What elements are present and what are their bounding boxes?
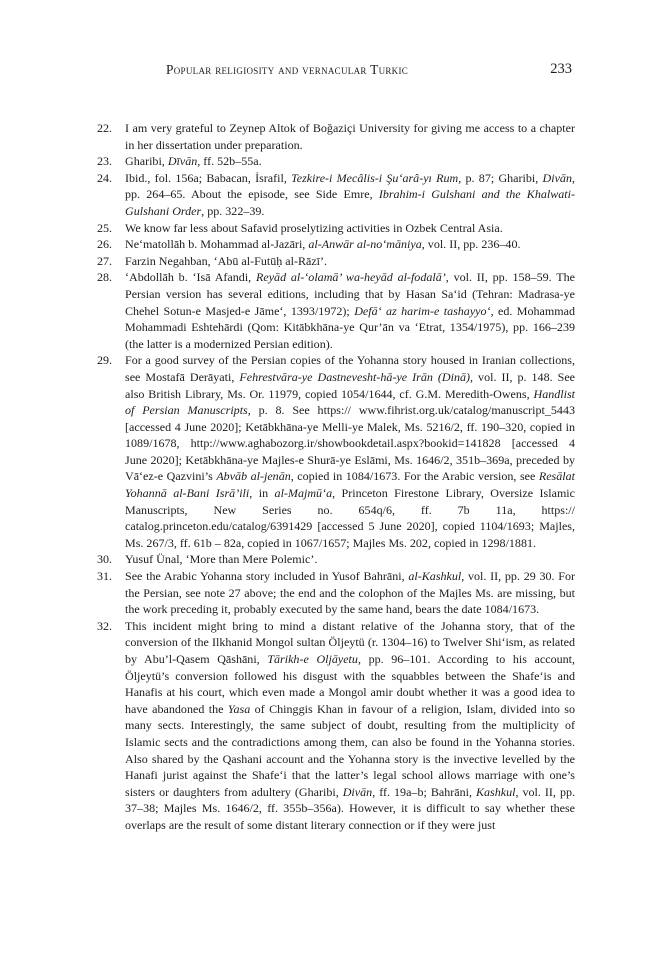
endnote-title-italic: Handlist of Persian Manuscripts <box>125 386 575 418</box>
endnote <box>97 551 575 568</box>
endnote-text <box>125 568 575 618</box>
endnote-text-segment: of Chinggis Khan in favour of a religion, Islam, divided into so many sects. Interestingly, the same subject of doubt, resulting from the multiplicity of Islamic sects and the contradictions among them, can also be found in the Yohanna stories. Also shared by the Qashani account and the Yohanna story is the invective levelled by the Hanafi jurist against the Shafe‘i that the latter’s legal school allows marriage with one’s sisters or daughters from adultery (Gharibi, <box>125 701 575 799</box>
endnotes-list <box>97 120 575 834</box>
endnote-text-segment: , vol. II, pp. 37–38; Majles Ms. 1646/2, ff. 355b–356a). However, it is difficult to say whether these overlaps are the result of some distant literary connection or if they were just <box>125 784 576 832</box>
endnote <box>97 236 575 253</box>
endnote-title-italic: Yasa <box>227 701 251 716</box>
endnote-text-segment: Yusuf Ünal, ‘More than Mere Polemic’. <box>125 552 318 567</box>
endnote-title-italic: Dīvān <box>167 154 198 169</box>
endnote <box>97 352 575 551</box>
endnote-title-italic: Divān <box>342 784 373 799</box>
endnote-text-segment: Gharibi, <box>125 154 168 169</box>
endnote <box>97 170 575 220</box>
endnote-number: 32. <box>97 618 113 633</box>
endnote-title-italic: Defā‘ az harim-e tashayyo‘ <box>354 303 491 318</box>
endnote-title-italic: al-Majmū‘a <box>274 486 333 501</box>
endnote-text-segment: , copied in 1084/1673. For the Arabic version, see <box>290 469 539 484</box>
endnote <box>97 120 575 153</box>
endnote-text-segment: , vol. II, pp. 29 30. For the Persian, see note 27 above; the end and the colophon of the Majles Ms. are missing, but the work preceding it, probably executed by the same hand, bears the date 1084/1673. <box>125 569 575 617</box>
endnote-text-segment: I am very grateful to Zeynep Altok of Boğaziçi University for giving me access to a chapter in her dissertation under preparation. <box>125 121 575 152</box>
running-head <box>166 62 576 78</box>
endnote-text-segment: , pp. 96–101. According to his account, Öljeytü’s conversion followed his disgust with the squabbles between the Shafe‘is and Hanafis at his court, which even made a Mongol amir doubt whether it was a good idea to have abandoned the <box>125 652 576 716</box>
endnote <box>97 618 575 834</box>
endnote-text-segment: See the Arabic Yohanna story included in Yusof Bahrāni, <box>125 569 409 584</box>
endnote-number: 29. <box>97 353 113 368</box>
endnote-number: 27. <box>97 253 113 268</box>
endnote-text <box>125 352 575 551</box>
endnote-title-italic: Ibrahim-i Gulshani and the Khalwati-Gulshani Order <box>125 187 575 218</box>
endnote <box>97 269 575 352</box>
endnote-text-segment: Ibid., fol. 156a; Babacan, İsrafil, <box>125 170 292 185</box>
endnote-title-italic: Abvāb al-jenān <box>216 469 291 484</box>
endnote-number: 30. <box>97 552 113 567</box>
endnote-text-segment: , ff. 52b–55a. <box>197 154 262 169</box>
endnote-number: 25. <box>97 220 113 235</box>
endnote-text <box>125 120 575 153</box>
endnote-text-segment: We know far less about Safavid proselytizing activities in Ozbek Central Asia. <box>125 220 503 235</box>
endnote-text-segment: For a good survey of the Persian copies of the Yohanna story housed in Iranian collections, see Mostafā Derāyati, <box>125 353 575 384</box>
endnote-text <box>125 153 575 170</box>
endnote-number: 23. <box>97 154 113 169</box>
endnote-number: 26. <box>97 237 113 252</box>
endnote-text <box>125 551 575 568</box>
endnote-text <box>125 236 575 253</box>
endnote-text <box>125 618 575 834</box>
endnote-text <box>125 220 575 237</box>
endnote-title-italic: Reyād al-‘olamā’ wa-heyād al-fodalā’ <box>256 270 446 285</box>
endnote-text-segment: , pp. 264–65. About the episode, see Side Emre, <box>125 170 575 202</box>
endnote-number: 24. <box>97 170 113 185</box>
endnote-number: 28. <box>97 270 113 285</box>
endnote-text-segment: ‘Abdollāh b. ‘Isā Afandi, <box>125 270 256 285</box>
endnote-text <box>125 269 575 352</box>
endnote-title-italic: Resālat Yohannā al-Bani Isrā’ili <box>125 469 575 501</box>
endnote-text-segment: , p. 87; Gharibi, <box>458 170 543 185</box>
endnote-text-segment: , p. 8. See https:// www.fihrist.org.uk/catalog/manuscript_5443 [accessed 4 June 2020]; Ketābkhāna-ye Melli-ye Malek, Ms. 5216/2, ff. 190–320, copied in 1089/1678, http://www.aghabozorg.ir/showbookdetail.aspx?bookid=141828 [accessed 4 June 2020]; Ketābkhāna-ye Majles-e Shurā-ye Eslāmi, Ms. 1646/2, 351b–369a, preceded by Vā‘ez-e Qazvini’s <box>125 403 575 484</box>
endnote-text-segment: , vol. II, pp. 236–40. <box>421 237 521 252</box>
endnote <box>97 153 575 170</box>
running-title: Popular religiosity and vernacular Turkic <box>166 62 409 77</box>
endnote-title-italic: Tezkire-i Mecâlis-i Şu‘arâ-yı Rum <box>291 170 459 185</box>
endnote-text-segment: , ed. Mohammad Mohammadi Eshtehārdi (Qom: Kitābkhāna-ye Qur’ān va ‘Etrat, 1354/1975), pp. 166–239 (the latter is a modernized Persian edition). <box>125 303 576 351</box>
endnote-text-segment: , vol. II, pp. 158–59. The Persian version has several editions, including that by Hasan Sa‘id (Tehran: Madrasa-ye Chehel Sotun-e Masjed-e Jāme‘, 1393/1972); <box>125 270 575 318</box>
endnote-text-segment: , pp. 322–39. <box>201 203 265 218</box>
endnote <box>97 253 575 270</box>
endnote-text-segment: This incident might bring to mind a distant relative of the Johanna story, that of the conversion of the Ilkhanid Mongol sultan Öljeytü (r. 1304–16) to Twelver Shi‘ism, as related by Abu’l-Qasem Qāshāni, <box>125 618 575 666</box>
endnote-title-italic: al-Kashkul <box>408 569 462 584</box>
endnote-text-segment: , ff. 19a–b; Bahrāni, <box>372 784 476 799</box>
endnote-title-italic: Fehrestvāra-ye Dastnevesht-hā-ye Irān (Dinā) <box>239 369 471 384</box>
endnote <box>97 220 575 237</box>
endnote-number: 31. <box>97 569 113 584</box>
page-number: 233 <box>550 61 572 77</box>
endnote-title-italic: Kashkul <box>475 784 516 799</box>
endnote-text-segment: Ne‘matollāh b. Mohammad al-Jazāri, <box>125 237 309 252</box>
endnote-title-italic: al-Anwār al-no‘māniya <box>308 237 422 252</box>
endnote-text-segment: , vol. II, p. 148. See also British Library, Ms. Or. 11979, copied 1054/1644, cf. G.M. Meredith-Owens, <box>125 369 576 401</box>
endnote-text <box>125 253 575 270</box>
endnote-text-segment: , in <box>249 486 275 501</box>
endnote-text-segment: Farzin Negahban, ‘Abū al-Futūḥ al-Rāzī’. <box>125 253 328 268</box>
endnote-text <box>125 170 575 220</box>
endnote <box>97 568 575 618</box>
endnote-title-italic: Divān <box>542 170 572 185</box>
endnote-number: 22. <box>97 121 113 135</box>
endnote-text-segment: , Princeton Firestone Library, Oversize Islamic Manuscripts, New Series no. 654q/6, ff. 7b 11a, https:// catalog.princeton.edu/catalog/6391429 [accessed 5 June 2020], copied 1104/1693; Majles, Ms. 267/3, ff. 61b – 82a, copied in 1067/1657; Majles Ms. 202, copied in 1298/1881. <box>125 486 576 550</box>
endnote-title-italic: Tārikh-e Oljāyetu <box>267 652 358 666</box>
